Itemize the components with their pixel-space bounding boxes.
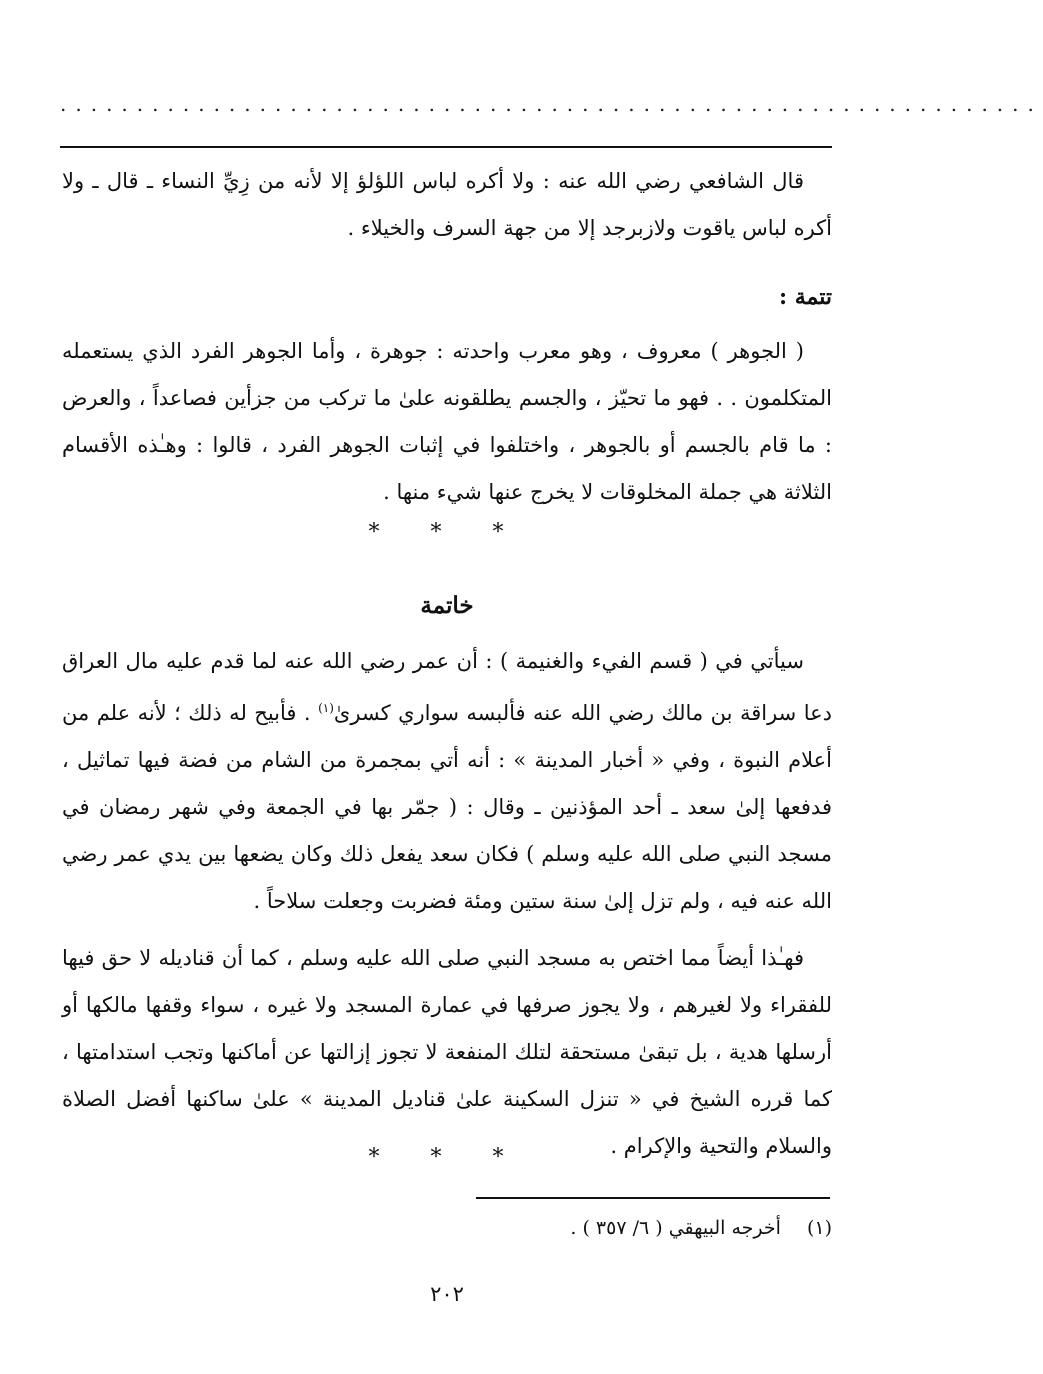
shafii-paragraph-block xyxy=(62,158,832,252)
footnote xyxy=(62,1217,832,1239)
tatimma-heading: تتمة : xyxy=(778,284,832,310)
page-number: ٢٠٢ xyxy=(430,1282,464,1306)
footnote-number: (١) xyxy=(806,1217,832,1239)
top-rule xyxy=(60,146,832,148)
khatima-paragraph-1-start: سيأتي في ( قسم الفيء والغنيمة ) : أن عمر رضي الله عنه لما قدم عليه مال العراق دعا سراقة بن مالك رضي الله عنه فألبسه سواري كسرىٰ xyxy=(62,649,832,725)
khatima-heading: خاتمة xyxy=(420,592,474,619)
khatima-block xyxy=(62,638,832,1170)
footnote-text: أخرجه البيهقي ( ٦/ ٣٥٧ ) . xyxy=(570,1217,781,1239)
khatima-paragraph-1 xyxy=(62,638,832,925)
shafii-paragraph: قال الشافعي رضي الله عنه : ولا أكره لباس اللؤلؤ إلا لأنه من زِيِّ النساء ـ قال ـ ولا أكره لباس ياقوت ولازبرجد إلا من جهة السرف والخيلاء . xyxy=(62,169,832,240)
section-separator: * * * xyxy=(368,520,526,545)
end-separator: * * * xyxy=(368,1145,526,1170)
footnote-marker: (١) xyxy=(318,701,334,715)
dotted-line: ................................................................ xyxy=(60,92,1043,116)
tatimma-paragraph: ( الجوهر ) معروف ، وهو معرب واحدته : جوهرة ، وأما الجوهر الفرد الذي يستعمله المتكلمون . . فهو ما تحيّز ، والجسم يطلقونه علىٰ ما تركب من جزأين فصاعداً ، والعرض : ما قام بالجسم أو بالجوهر ، واختلفوا في إثبات الجوهر الفرد ، قالوا : وهـٰذه الأقسام الثلاثة هي جملة المخلوقات لا يخرج عنها شيء منها . xyxy=(62,339,832,504)
khatima-paragraph-1-end: . فأبيح له ذلك ؛ لأنه علم من أعلام النبوة ، وفي « أخبار المدينة » : أنه أتي بمجمرة من الشام من فضة فيها تماثيل ، فدفعها إلىٰ سعد ـ أحد المؤذنين ـ وقال : ( جمّر بها في الجمعة وفي شهر رمضان في مسجد النبي صلى الله عليه وسلم ) فكان سعد يفعل ذلك وكان يضعها بين يدي عمر رضي الله عنه فيه ، ولم تزل إلىٰ سنة ستين ومئة فضربت وجعلت سلاحاً . xyxy=(62,701,832,913)
khatima-paragraph-2: فهـٰذا أيضاً مما اختص به مسجد النبي صلى الله عليه وسلم ، كما أن قناديله لا حق فيها للفقراء ولا لغيرهم ، ولا يجوز صرفها في عمارة المسجد ولا غيره ، سواء وقفها مالكها أو أرسلها هدية ، بل تبقىٰ مستحقة لتلك المنفعة لا تجوز إزالتها عن أماكنها وتجب استدامتها ، كما قرره الشيخ في « تنزل السكينة علىٰ قناديل المدينة » علىٰ ساكنها أفضل الصلاة والسلام والتحية والإكرام . xyxy=(62,946,832,1158)
footnote-rule xyxy=(476,1197,830,1199)
tatimma-block xyxy=(62,328,832,516)
